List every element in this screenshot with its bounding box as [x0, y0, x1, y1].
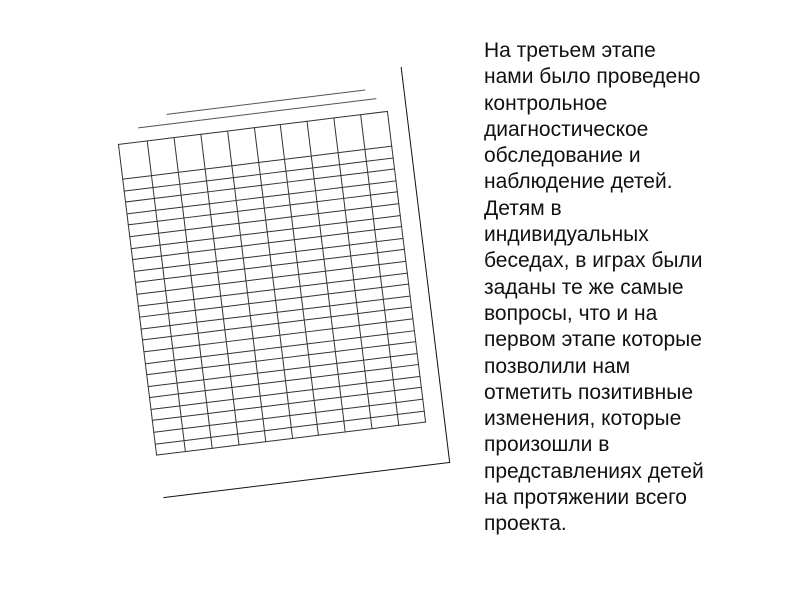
table-cell	[184, 437, 212, 452]
table-cell	[344, 417, 372, 432]
table-header-cell	[281, 121, 312, 159]
table-header-cell	[307, 118, 338, 156]
table-header-cell	[227, 128, 258, 166]
table-cell	[317, 421, 345, 436]
table-cell	[264, 427, 292, 442]
results-table-grid	[118, 111, 426, 456]
document-edge-bottom	[163, 462, 450, 498]
table-header-cell	[174, 134, 205, 172]
results-table	[118, 111, 425, 442]
table-header-cell	[254, 125, 285, 163]
table-header-cell	[334, 115, 365, 153]
table-header-cell	[147, 138, 178, 176]
table-cell	[155, 440, 185, 455]
table-cell	[237, 430, 265, 445]
scanned-table-document	[94, 61, 454, 506]
table-cell	[397, 411, 425, 426]
table-header-cell	[361, 111, 392, 149]
slide-body-text: На третьем этапе нами было проведено контрольное диагностическое обследование и наблюдение детей. Детям в индивидуальных беседах, в играх были заданы те же самые вопросы, что и на первом этапе которые позволили нам отметить позитивные изменения, которые произошли в представлениях детей на протяжении всего проекта.	[484, 39, 704, 536]
table-cell	[211, 434, 239, 449]
table-header-cell	[118, 141, 151, 179]
table-header-cell	[201, 131, 232, 169]
table-cell	[371, 414, 399, 429]
table-cell	[291, 424, 319, 439]
